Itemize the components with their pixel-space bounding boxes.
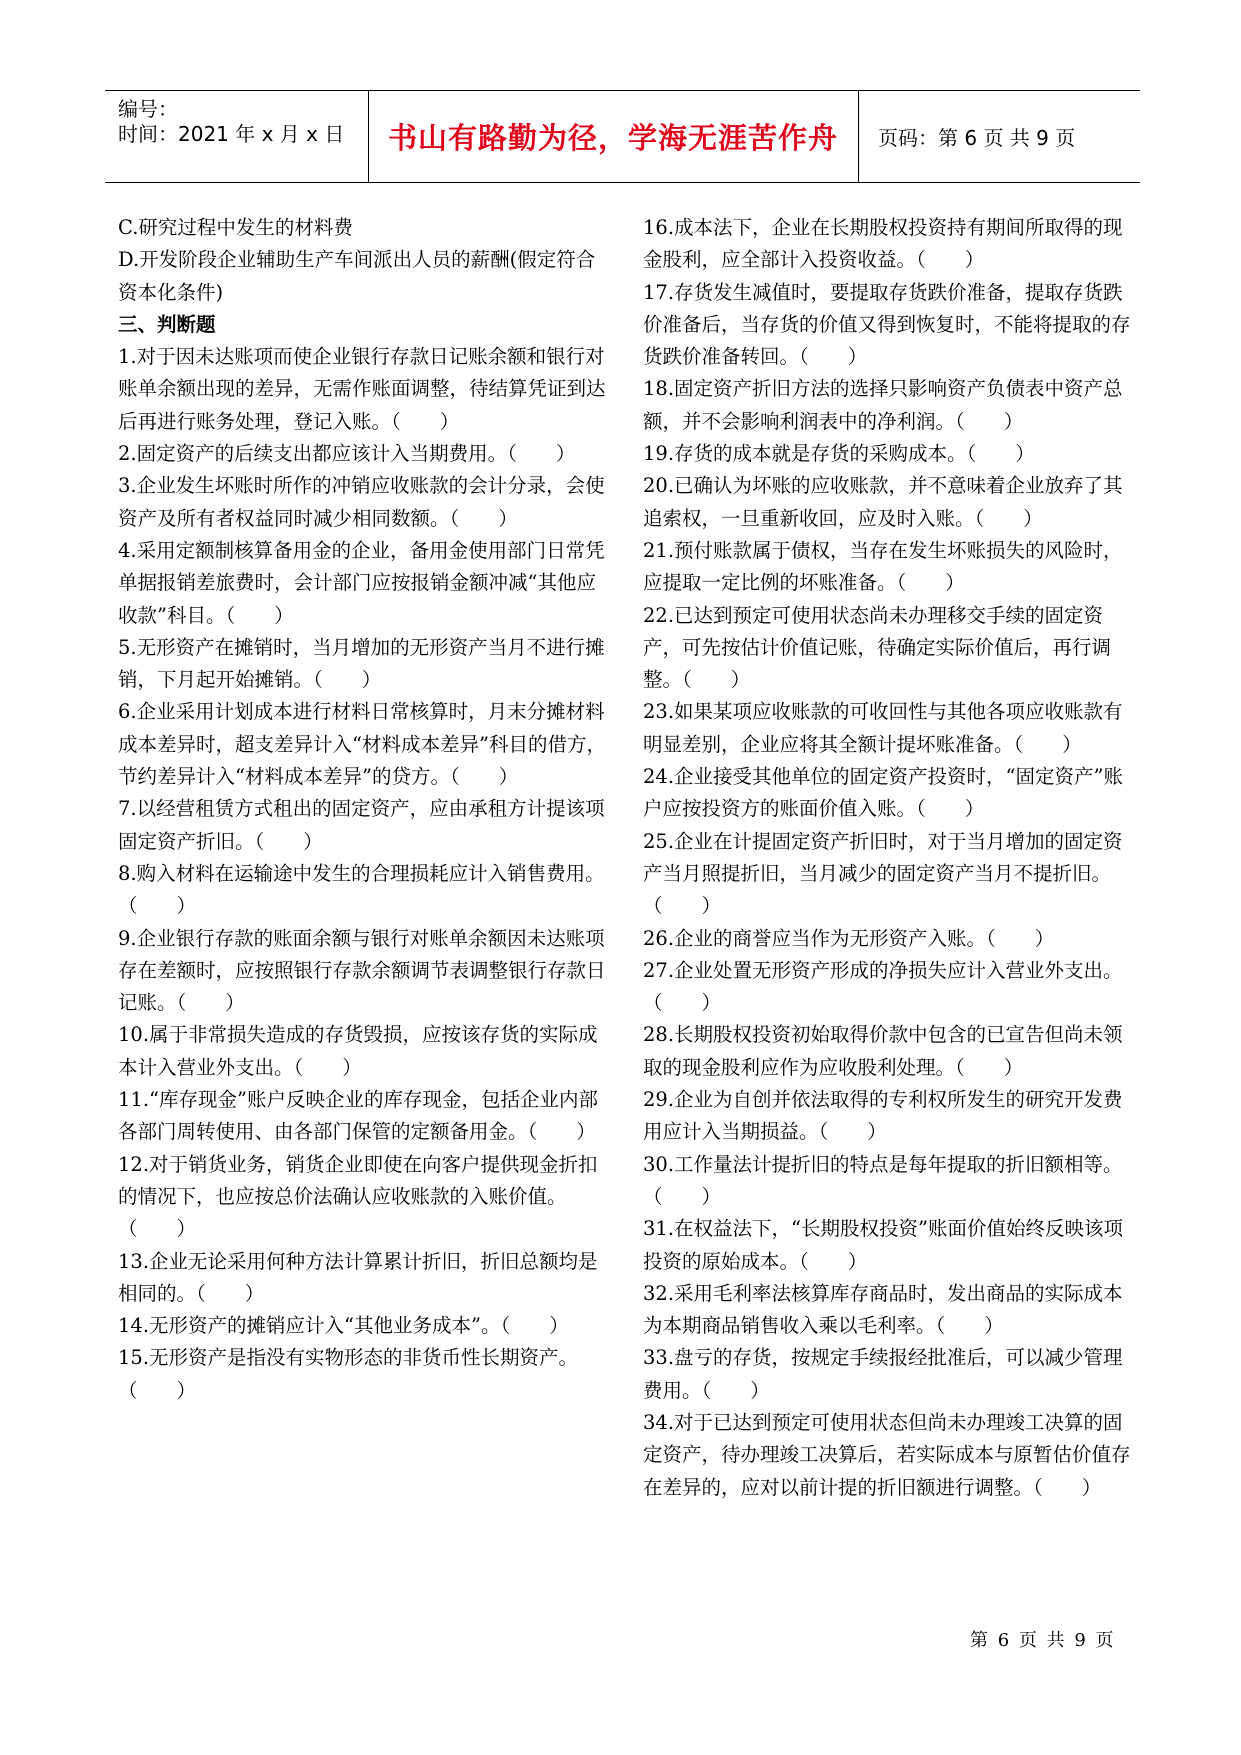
question-item: 12.对于销货业务，销货企业即使在向客户提供现金折扣的情况下，也应按总价法确认应收账款的入账价值。（ ） <box>118 1152 598 1241</box>
document-number-label: 编号： <box>118 97 178 121</box>
question-item: 5.无形资产在摊销时，当月增加的无形资产当月不进行摊销，下月起开始摊销。（ ） <box>118 635 605 692</box>
page-footer: 第 6 页 共 9 页 <box>970 1630 1114 1651</box>
question-item: C.研究过程中发生的材料费 <box>118 216 353 239</box>
question-item: 16.成本法下，企业在长期股权投资持有期间所取得的现金股利，应全部计入投资收益。（ ） <box>643 216 1123 272</box>
question-item: 27.企业处置无形资产形成的净损失应计入营业外支出。（ ） <box>643 958 1123 1015</box>
question-item: 22.已达到预定可使用状态尚未办理移交手续的固定资产，可先按估计价值记账，待确定实际价值后，再行调整。（ ） <box>643 603 1112 692</box>
question-item: 29.企业为自创并依法取得的专利权所发生的研究开发费用应计入当期损益。（ ） <box>643 1088 1123 1144</box>
question-item: 15.无形资产是指没有实物形态的非货币性长期资产。（ ） <box>118 1346 579 1402</box>
question-item: 17.存货发生减值时，要提取存货跌价准备，提取存货跌价准备后，当存货的价值又得到恢复时，不能将提取的存货跌价准备转回。（ ） <box>643 280 1131 369</box>
question-item: 4.采用定额制核算备用金的企业，备用金使用部门日常凭单据报销差旅费时，会计部门应按报销金额冲减“其他应收款”科目。（ ） <box>118 538 605 627</box>
question-item: 19.存货的成本就是存货的采购成本。（ ） <box>643 442 1035 466</box>
question-item: 8.购入材料在运输途中发生的合理损耗应计入销售费用。（ ） <box>118 861 605 918</box>
question-item: 9.企业银行存款的账面余额与银行对账单余额因未达账项存在差额时，应按照银行存款余额调节表调整银行存款日记账。（ ） <box>118 926 606 1015</box>
question-item: 28.长期股权投资初始取得价款中包含的已宣告但尚未领取的现金股利应作为应收股利处理。（ ） <box>643 1023 1123 1079</box>
question-item: 13.企业无论采用何种方法计算累计折旧，折旧总额均是相同的。（ ） <box>118 1249 598 1305</box>
question-item: 14.无形资产的摊销应计入“其他业务成本”。（ ） <box>118 1314 569 1338</box>
question-item: 18.固定资产折旧方法的选择只影响资产负债表中资产总额，并不会影响利润表中的净利润。（ ） <box>643 377 1123 433</box>
question-item: 7.以经营租赁方式租出的固定资产，应由承租方计提该项固定资产折旧。（ ） <box>118 797 605 853</box>
header-meta <box>118 91 368 182</box>
header-page-label: 页码：第 6 页 共 9 页 <box>878 126 1076 150</box>
header-motto: 书山有路勤为径，学海无涯苦作舟 <box>387 121 838 155</box>
question-item: 11.“库存现金”账户反映企业的库存现金，包括企业内部各部门周转使用、由各部门保管的定额备用金。（ ） <box>118 1088 598 1144</box>
question-item: 10.属于非常损失造成的存货毁损，应按该存货的实际成本计入营业外支出。（ ） <box>118 1023 598 1079</box>
question-item: 1.对于因未达账项而使企业银行存款日记账余额和银行对账单余额出现的差异，无需作账面调整，待结算凭证到达后再进行账务处理，登记入账。（ ） <box>118 345 606 433</box>
left-column <box>118 212 608 1407</box>
question-item: 21.预付账款属于债权，当存在发生坏账损失的风险时，应提取一定比例的坏账准备。（ ） <box>643 538 1123 595</box>
question-item: 25.企业在计提固定资产折旧时，对于当月增加的固定资产当月照提折旧，当月减少的固定资产当月不提折旧。（ ） <box>643 829 1123 918</box>
page-header <box>105 90 1140 183</box>
question-item: 31.在权益法下，“长期股权投资”账面价值始终反映该项投资的原始成本。（ ） <box>643 1217 1123 1273</box>
question-item: 30.工作量法计提折旧的特点是每年提取的折旧额相等。（ ） <box>643 1152 1123 1208</box>
question-item: 6.企业采用计划成本进行材料日常核算时，月末分摊材料成本差异时，超支差异计入“材料成本差异”科目的借方，节约差异计入“材料成本差异”的贷方。（ ） <box>118 700 606 789</box>
question-item: 33.盘亏的存货，按规定手续报经批准后，可以减少管理费用。（ ） <box>643 1346 1123 1402</box>
question-item: 2.固定资产的后续支出都应该计入当期费用。（ ） <box>118 442 576 466</box>
question-item: 26.企业的商誉应当作为无形资产入账。（ ） <box>643 926 1055 950</box>
question-item: 32.采用毛利率法核算库存商品时，发出商品的实际成本为本期商品销售收入乘以毛利率。（ ） <box>643 1281 1123 1338</box>
question-item: 23.如果某项应收账款的可收回性与其他各项应收账款有明显差别，企业应将其全额计提坏账准备。（ ） <box>643 700 1123 756</box>
question-item: 3.企业发生坏账时所作的冲销应收账款的会计分录，会使资产及所有者权益同时减少相同数额。（ ） <box>118 474 605 530</box>
question-item: 24.企业接受其他单位的固定资产投资时，“固定资产”账户应按投资方的账面价值入账。（ ） <box>643 765 1123 821</box>
section-heading: 三、判断题 <box>118 312 216 336</box>
question-item: 20.已确认为坏账的应收账款，并不意味着企业放弃了其追索权，一旦重新收回，应及时入账。（ ） <box>643 474 1123 530</box>
document-time-label: 时间：2021 年 x 月 x 日 <box>118 122 345 146</box>
question-item: 34.对于已达到预定可使用状态但尚未办理竣工决算的固定资产，待办理竣工决算后，若实际成本与原暂估价值存在差异的，应对以前计提的折旧额进行调整。（ ） <box>643 1410 1131 1499</box>
right-column <box>643 212 1133 1504</box>
question-item: D.开发阶段企业辅助生产车间派出人员的薪酬(假定符合资本化条件) <box>118 248 596 304</box>
